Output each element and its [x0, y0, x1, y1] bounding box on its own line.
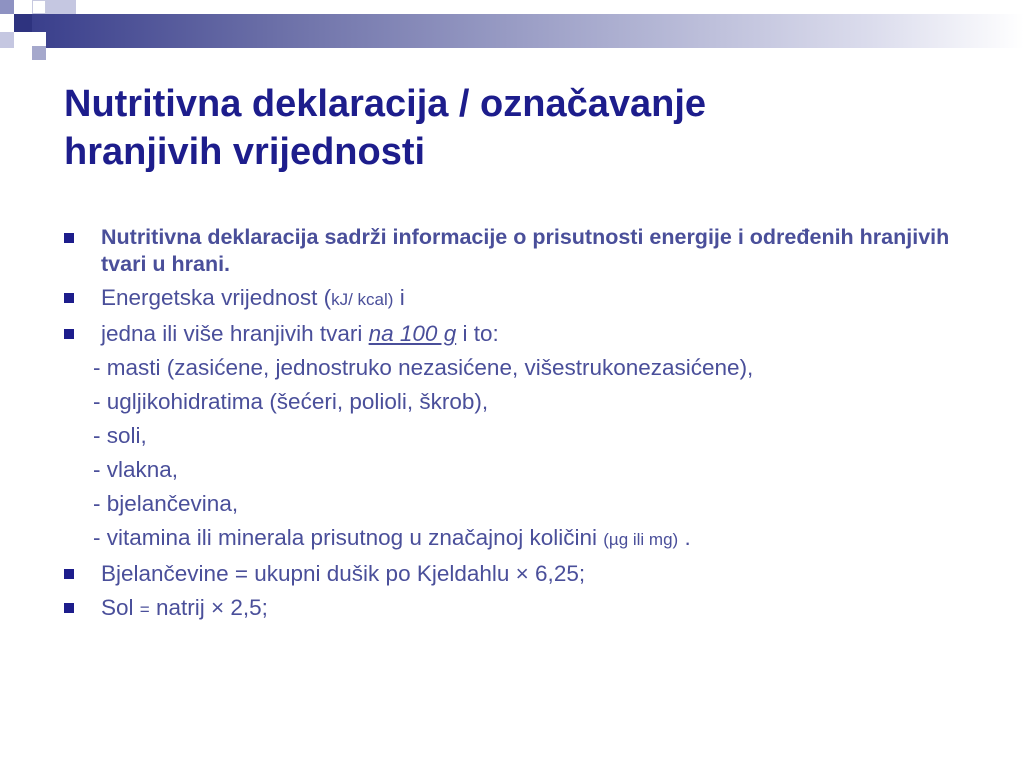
bullet-text-tail: i to:: [456, 321, 499, 346]
sub-item: - masti (zasićene, jednostruko nezasićene, višestrukonezasićene),: [93, 355, 754, 380]
square-bullet-icon: [64, 329, 74, 339]
title-line-1: Nutritivna deklaracija / označavanje: [64, 83, 707, 125]
bullet-text: Nutritivna deklaracija sadrži informacije o prisutnosti energije i određenih hranjivih tvari u hrani.: [101, 225, 950, 276]
square-bullet-icon: [64, 233, 74, 243]
header-gradient-bar: [32, 14, 1024, 48]
slide-content: [64, 224, 994, 630]
bullet-item: [64, 594, 994, 623]
sub-item: - bjelančevina,: [93, 491, 239, 516]
sub-item-text-tail: .: [678, 525, 691, 550]
square-bullet-icon: [64, 293, 74, 303]
sub-item: - soli,: [93, 423, 147, 448]
bullet-item: [64, 284, 994, 313]
bullet-text-tail: natrij × 2,5;: [149, 595, 268, 620]
bullet-text: Energetska vrijednost (: [101, 285, 332, 310]
decor-square: [32, 0, 46, 14]
bullet-text-tail: i: [393, 285, 405, 310]
bullet-text: jedna ili više hranjivih tvari: [101, 321, 369, 346]
decor-square: [0, 0, 14, 14]
bullet-text-small: kJ/ kcal): [331, 290, 394, 309]
decor-square: [32, 46, 46, 60]
bullet-item: [64, 224, 994, 278]
bullet-text-underlined: na 100 g: [368, 321, 457, 346]
decor-square: [14, 14, 32, 32]
sub-item: [64, 524, 994, 553]
bullet-text-small: =: [139, 600, 150, 619]
sub-item: - vlakna,: [93, 457, 179, 482]
sub-item: - ugljikohidratima (šećeri, polioli, škrob),: [93, 389, 489, 414]
bullet-item: [64, 320, 994, 347]
slide-title: [64, 80, 964, 176]
bullet-text: Sol: [101, 595, 140, 620]
sub-item-text: - vitamina ili minerala prisutnog u značajnoj količini: [93, 525, 604, 550]
square-bullet-icon: [64, 603, 74, 613]
decor-square: [0, 32, 14, 48]
bullet-item: [64, 560, 994, 587]
bullet-text: Bjelančevine = ukupni dušik po Kjeldahlu × 6,25;: [101, 561, 586, 586]
title-line-2: hranjivih vrijednosti: [64, 131, 426, 173]
sub-item-text-small: (µg ili mg): [603, 530, 679, 549]
decor-square: [46, 0, 76, 14]
square-bullet-icon: [64, 569, 74, 579]
